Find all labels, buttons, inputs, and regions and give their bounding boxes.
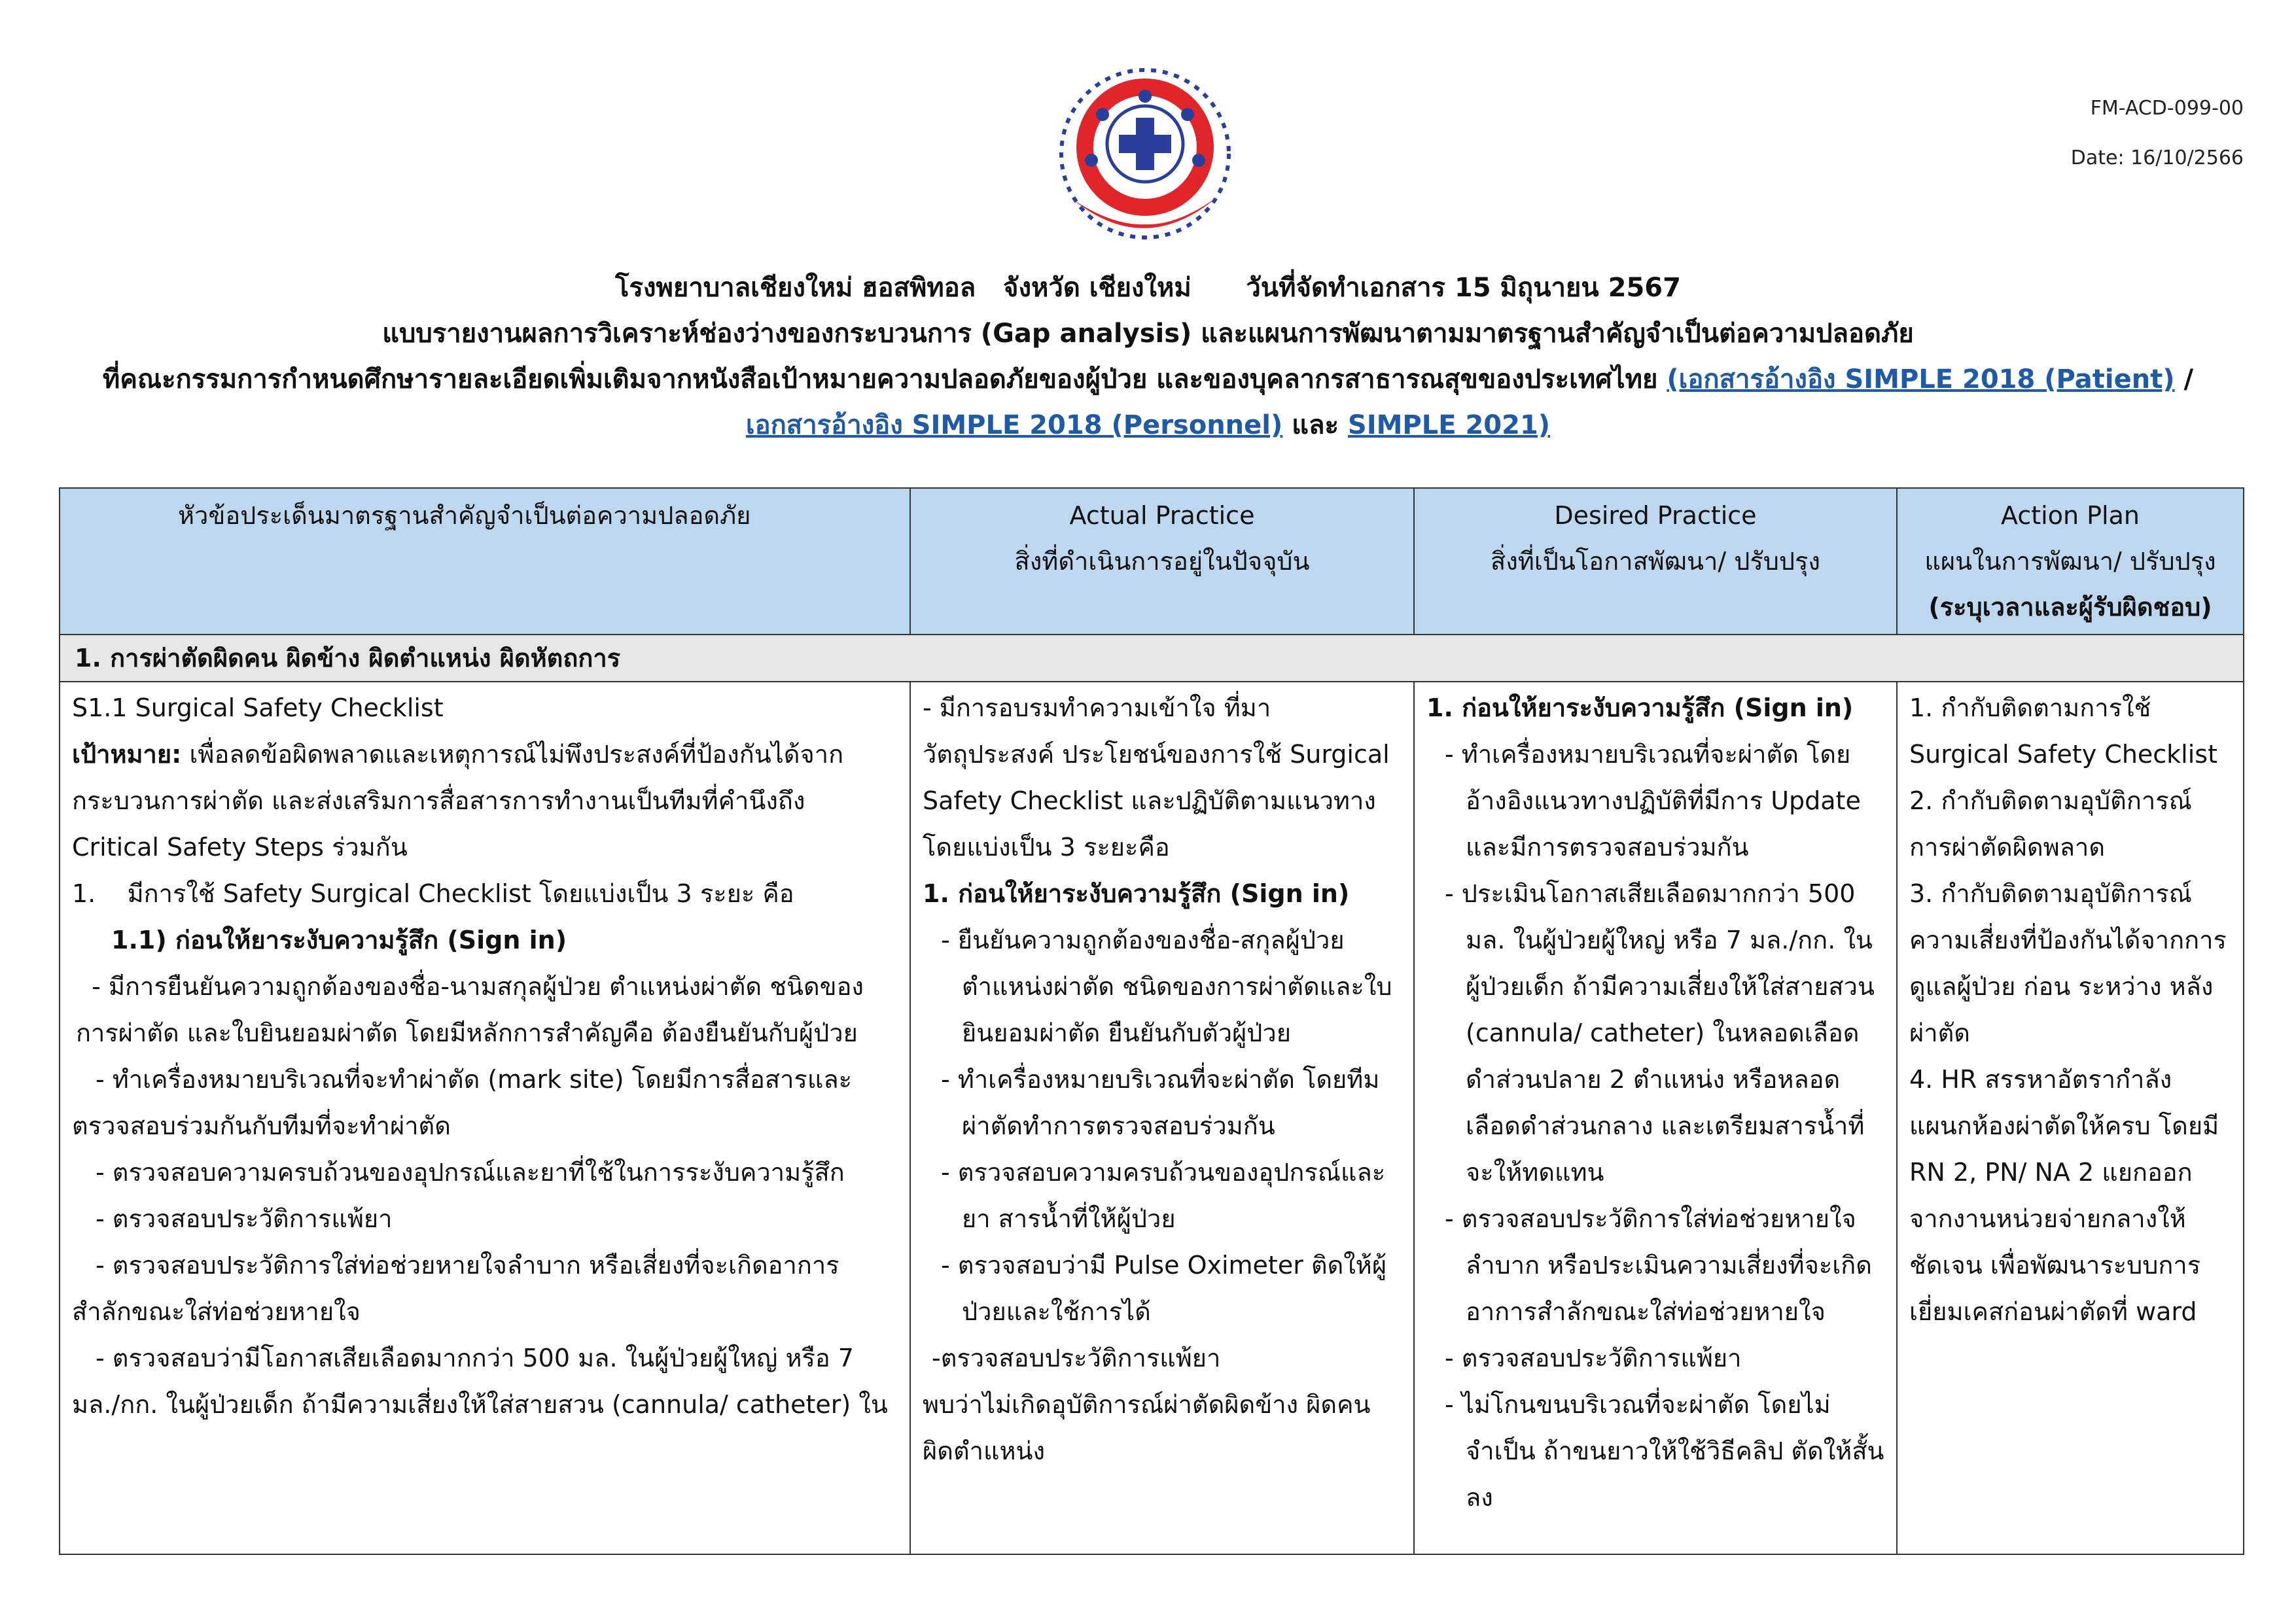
table-row xyxy=(60,682,2244,1554)
list-item: 4. HR สรรหาอัตรากำลังแผนกห้องผ่าตัดให้ครบ โดยมี RN 2, PN/ NA 2 แยกออกจากงานหน่วยจ่ายกลางให้ชัดเจน เพื่อพัฒนาระบบการเยี่ยมเคสก่อนผ่าตัดที่ ward xyxy=(1909,1065,2219,1326)
goal-text: เพื่อลดข้อผิดพลาดและเหตุการณ์ไม่พึงประสงค์ที่ป้องกันได้จากกระบวนการผ่าตัด และส่งเสริมการสื่อสารการทำงานเป็นทีมที่คำนึงถึง Critical Safety Steps ร่วมกัน xyxy=(72,740,844,862)
reference-link-simple-personnel[interactable]: เอกสารอ้างอิง SIMPLE 2018 (Personnel) xyxy=(745,410,1283,440)
header-action-plan xyxy=(1897,488,2244,635)
standard-point-1: 1. มีการใช้ Safety Surgical Checklist โดยแบ่งเป็น 3 ระยะ คือ xyxy=(72,879,794,908)
actual-sub-heading: 1. ก่อนให้ยาระงับความรู้สึก (Sign in) xyxy=(923,879,1350,908)
goal-label: เป้าหมาย: xyxy=(72,740,182,769)
list-item: - ไม่โกนขนบริเวณที่จะผ่าตัด โดยไม่จำเป็น ถ้าขนยาวให้ใช้วิธีคลิป ตัดให้สั้นลง xyxy=(1445,1390,1884,1512)
hospital-accreditation-logo xyxy=(1047,62,1243,258)
standard-goal xyxy=(72,731,898,871)
heading-and: และ xyxy=(1282,410,1348,440)
header-action-plan-en: Action Plan xyxy=(2001,501,2140,530)
list-item: - ตรวจสอบประวัติการใส่ท่อช่วยหายใจลำบาก หรือประเมินความเสี่ยงที่จะเกิดอาการสำลักขณะใส่ท่อช่วยหายใจ xyxy=(1445,1204,1872,1326)
list-item: 1. กำกับติดตามการใช้ Surgical Safety Checklist xyxy=(1909,693,2217,769)
table-header-row xyxy=(60,488,2244,635)
list-item: - ตรวจสอบประวัติการใส่ท่อช่วยหายใจลำบาก หรือเสี่ยงที่จะเกิดอาการสำลักขณะใส่ท่อช่วยหายใจ xyxy=(72,1251,839,1326)
ha-thailand-logo-icon xyxy=(1047,62,1243,258)
heading-scope-text: ที่คณะกรรมการกำหนดศึกษารายละเอียดเพิ่มเติมจากหนังสือเป้าหมายความปลอดภัยของผู้ป่วย และของบุคลากรสาธารณสุขของประเทศไทย xyxy=(102,364,1658,394)
cell-action-plan xyxy=(1897,682,2244,1554)
cell-actual-practice xyxy=(910,682,1414,1554)
list-item: - ตรวจสอบประวัติการแพ้ยา xyxy=(96,1204,393,1233)
list-item: - มีการยืนยันความถูกต้องของชื่อ-นามสกุลผู้ป่วย ตำแหน่งผ่าตัด ชนิดของการผ่าตัด และใบยินยอมผ่าตัด โดยมีหลักการสำคัญคือ ต้องยืนยันกับผู้ป่วย xyxy=(76,972,864,1047)
heading-line-hospital: โรงพยาบาลเชียงใหม่ ฮอสพิทอล จังหวัด เชียงใหม่ วันที่จัดทำเอกสาร 15 มิถุนายน 2567 xyxy=(615,273,1681,303)
cell-standard-topic xyxy=(60,682,910,1554)
header-actual-practice-en: Actual Practice xyxy=(1069,501,1255,530)
header-desired-practice-en: Desired Practice xyxy=(1554,501,1757,530)
header-desired-practice-th: สิ่งที่เป็นโอกาสพัฒนา/ ปรับปรุง xyxy=(1491,547,1820,576)
list-item: - ตรวจสอบความครบถ้วนของอุปกรณ์และยาที่ใช้ในการระงับความรู้สึก xyxy=(96,1158,845,1187)
standard-sub-heading: 1.1) ก่อนให้ยาระงับความรู้สึก (Sign in) xyxy=(111,926,567,954)
list-item: - ทำเครื่องหมายบริเวณที่จะทำผ่าตัด (mark site) โดยมีการสื่อสารและตรวจสอบร่วมกันกับทีมที่จะทำผ่าตัด xyxy=(72,1065,853,1140)
header-action-plan-note: (ระบุเวลาและผู้รับผิดชอบ) xyxy=(1928,593,2212,621)
list-item: - ทำเครื่องหมายบริเวณที่จะผ่าตัด โดยอ้างอิงแนวทางปฏิบัติที่มีการ Update และมีการตรวจสอบร่วมกัน xyxy=(1445,740,1861,862)
actual-intro: - มีการอบรมทำความเข้าใจ ที่มา วัตถุประสงค์ ประโยชน์ของการใช้ Surgical Safety Checklist และปฏิบัติตามแนวทาง โดยแบ่งเป็น 3 ระยะคือ xyxy=(923,693,1390,862)
list-item: - ตรวจสอบว่ามีโอกาสเสียเลือดมากกว่า 500 มล. ในผู้ป่วยผู้ใหญ่ หรือ 7 มล./กก. ในผู้ป่วยเด็ก ถ้ามีความเสี่ยงให้ใส่สายสวน (cannula/ catheter) ใน xyxy=(72,1344,888,1419)
list-item: - ตรวจสอบความครบถ้วนของอุปกรณ์และยา สารน้ำที่ให้ผู้ป่วย xyxy=(941,1158,1386,1233)
heading-line-title: แบบรายงานผลการวิเคราะห์ช่องว่างของกระบวนการ (Gap analysis) และแผนการพัฒนาตามมาตรฐานสำคัญจำเป็นต่อความปลอดภัย xyxy=(382,319,1914,349)
actual-allergy-check: -ตรวจสอบประวัติการแพ้ยา xyxy=(932,1344,1221,1372)
header-standard-topic-label: หัวข้อประเด็นมาตรฐานสำคัญจำเป็นต่อความปลอดภัย xyxy=(178,501,751,530)
gap-analysis-table xyxy=(59,487,2244,1555)
list-item: - ยืนยันความถูกต้องของชื่อ-สกุลผู้ป่วย ตำแหน่งผ่าตัด ชนิดของการผ่าตัดและใบยินยอมผ่าตัด ยืนยันกับตัวผู้ป่วย xyxy=(941,926,1392,1047)
list-item: - ทำเครื่องหมายบริเวณที่จะผ่าตัด โดยทีมผ่าตัดทำการตรวจสอบร่วมกัน xyxy=(941,1065,1380,1140)
document-info xyxy=(2071,84,2244,183)
document-code: FM-ACD-099-00 xyxy=(2090,97,2244,120)
list-item: 3. กำกับติดตามอุบัติการณ์ความเสี่ยงที่ป้องกันได้จากการดูแลผู้ป่วย ก่อน ระหว่าง หลังผ่าตัด xyxy=(1909,879,2227,1047)
desired-sub-heading: 1. ก่อนให้ยาระงับความรู้สึก (Sign in) xyxy=(1426,693,1854,722)
heading-separator: / xyxy=(2174,364,2194,394)
table-section-row xyxy=(60,635,2244,682)
heading-line-references xyxy=(0,402,2296,448)
header-actual-practice xyxy=(910,488,1414,635)
header-standard-topic xyxy=(60,488,910,635)
header-actual-practice-th: สิ่งที่ดำเนินการอยู่ในปัจจุบัน xyxy=(1014,547,1310,576)
header-desired-practice xyxy=(1414,488,1897,635)
reference-link-simple-2021[interactable]: SIMPLE 2021) xyxy=(1347,410,1551,440)
reference-link-simple-patient[interactable]: (เอกสารอ้างอิง SIMPLE 2018 (Patient) xyxy=(1667,364,2175,394)
actual-result: พบว่าไม่เกิดอุบัติการณ์ผ่าตัดผิดข้าง ผิดคน ผิดตำแหน่ง xyxy=(923,1390,1371,1465)
report-heading xyxy=(0,265,2296,448)
list-item: - ตรวจสอบประวัติการแพ้ยา xyxy=(1445,1344,1742,1372)
standard-title: S1.1 Surgical Safety Checklist xyxy=(72,693,444,722)
cell-desired-practice xyxy=(1414,682,1897,1554)
section-title: 1. การผ่าตัดผิดคน ผิดข้าง ผิดตำแหน่ง ผิดหัตถการ xyxy=(60,635,2244,682)
list-item: - ตรวจสอบว่ามี Pulse Oximeter ติดให้ผู้ป่วยและใช้การได้ xyxy=(941,1251,1387,1326)
header-action-plan-th: แผนในการพัฒนา/ ปรับปรุง xyxy=(1924,547,2216,576)
document-date: Date: 16/10/2566 xyxy=(2070,147,2244,169)
list-item: 2. กำกับติดตามอุบัติการณ์การผ่าตัดผิดพลาด xyxy=(1909,786,2192,862)
heading-line-scope xyxy=(0,357,2296,402)
list-item: - ประเมินโอกาสเสียเลือดมากกว่า 500 มล. ในผู้ป่วยผู้ใหญ่ หรือ 7 มล./กก. ในผู้ป่วยเด็ก ถ้ามีความเสี่ยงให้ใส่สายสวน (cannula/ catheter) ในหลอดเลือดดำส่วนปลาย 2 ตำแหน่ง หรือหลอดเลือดดำส่วนกลาง และเตรียมสารน้ำที่จะให้ทดแทน xyxy=(1445,879,1875,1187)
